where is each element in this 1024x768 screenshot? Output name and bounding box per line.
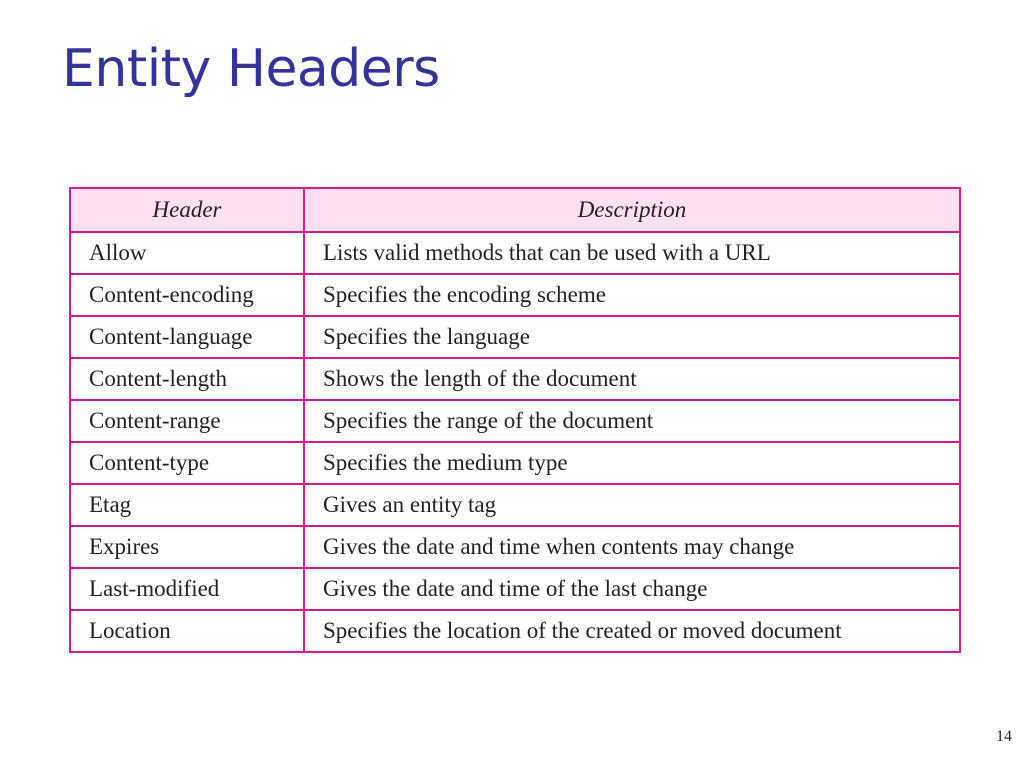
- table-row: [70, 568, 960, 610]
- header-name-cell: Content-length: [70, 358, 304, 400]
- header-name-cell: Etag: [70, 484, 304, 526]
- description-cell: Gives an entity tag: [304, 484, 960, 526]
- table-header-row: [70, 188, 960, 232]
- description-cell: Specifies the encoding scheme: [304, 274, 960, 316]
- table-row: [70, 400, 960, 442]
- description-cell: Specifies the language: [304, 316, 960, 358]
- description-cell: Specifies the range of the document: [304, 400, 960, 442]
- table-row: [70, 442, 960, 484]
- description-cell: Gives the date and time when contents may change: [304, 526, 960, 568]
- table-row: [70, 316, 960, 358]
- header-name-cell: Content-range: [70, 400, 304, 442]
- description-cell: Specifies the medium type: [304, 442, 960, 484]
- header-name-cell: Allow: [70, 232, 304, 274]
- header-name-cell: Content-type: [70, 442, 304, 484]
- header-name-cell: Last-modified: [70, 568, 304, 610]
- table-row: [70, 274, 960, 316]
- table-row: [70, 610, 960, 652]
- entity-headers-table: [69, 187, 961, 653]
- table-row: [70, 526, 960, 568]
- header-name-cell: Content-language: [70, 316, 304, 358]
- header-name-cell: Content-encoding: [70, 274, 304, 316]
- table-row: [70, 484, 960, 526]
- page-number: 14: [996, 728, 1012, 745]
- header-name-cell: Expires: [70, 526, 304, 568]
- table-row: [70, 358, 960, 400]
- slide-title: Entity Headers: [62, 39, 440, 99]
- column-header-description: Description: [304, 188, 960, 232]
- table-row: [70, 232, 960, 274]
- column-header-header: Header: [70, 188, 304, 232]
- table-container: [69, 187, 961, 653]
- header-name-cell: Location: [70, 610, 304, 652]
- description-cell: Shows the length of the document: [304, 358, 960, 400]
- description-cell: Gives the date and time of the last change: [304, 568, 960, 610]
- description-cell: Specifies the location of the created or moved document: [304, 610, 960, 652]
- description-cell: Lists valid methods that can be used with a URL: [304, 232, 960, 274]
